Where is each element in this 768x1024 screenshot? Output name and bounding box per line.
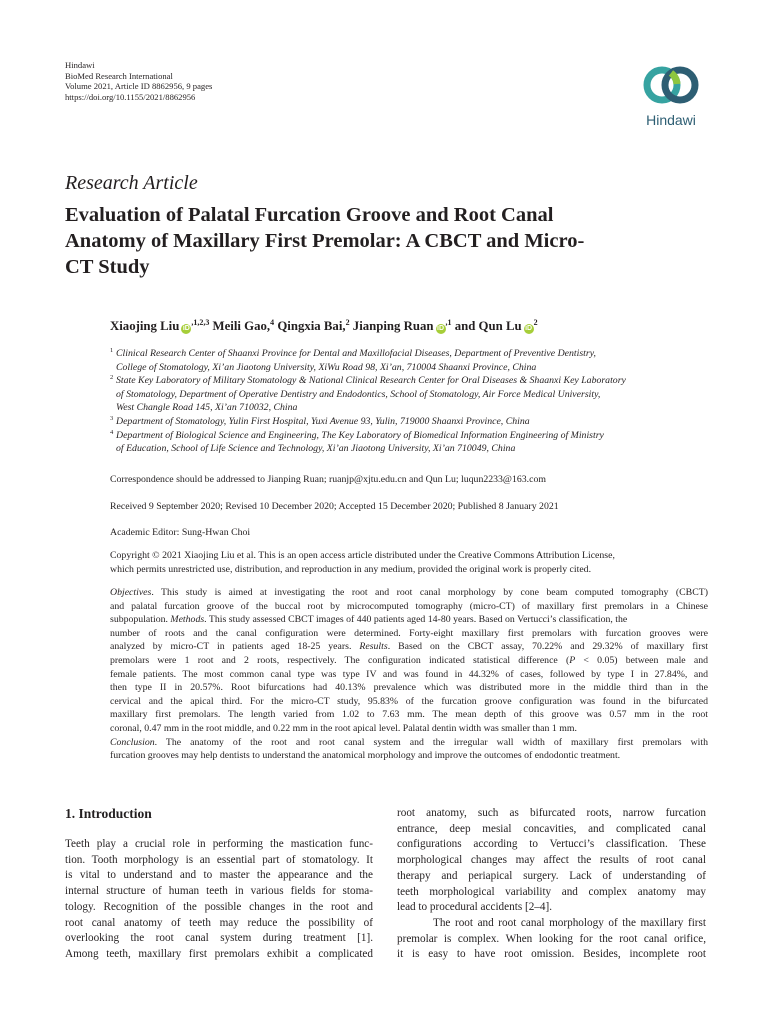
- hindawi-logo: [636, 60, 706, 136]
- affiliation-text: Department of Stomatology, Yulin First Hospital, Yuxi Avenue 93, Yulin, 719000 Shaanxi Province, China: [116, 415, 530, 427]
- affiliation-marker: 1: [110, 347, 114, 354]
- abstract-line: [110, 749, 708, 763]
- affiliation-line: [110, 361, 710, 375]
- author-name: Xiaojing Liu: [110, 319, 180, 333]
- abstract-line: [110, 627, 708, 641]
- affiliation-text: Department of Biological Science and Engineering, The Key Laboratory of Biomedical Information Engineering of Ministry: [116, 429, 604, 441]
- abstract-line: [110, 613, 708, 627]
- author-affiliation-marker: 2: [533, 318, 538, 327]
- abstract-emphasis: Methods: [170, 614, 205, 626]
- hindawi-logo-icon: [636, 60, 706, 112]
- author-affiliation-marker: 2: [345, 318, 350, 327]
- abstract-line: [110, 736, 708, 750]
- abstract-line: [110, 708, 708, 722]
- affiliation-marker: 4: [110, 428, 114, 436]
- volume-info: Volume 2021, Article ID 8862956, 9 pages: [65, 81, 213, 92]
- orcid-icon[interactable]: iD: [437, 325, 445, 332]
- author-affiliation-marker: ,1,2,3: [191, 318, 210, 327]
- author-affiliation-marker: ,1: [445, 318, 452, 327]
- body-text-line: morphological changes may affect the results of root canal: [397, 854, 706, 867]
- affiliation-line: [110, 347, 710, 361]
- doi-link[interactable]: https://doi.org/10.1155/2021/8862956: [65, 91, 196, 102]
- abstract-line: [110, 668, 708, 682]
- section-heading: 1. Introduction: [65, 806, 152, 821]
- body-text-line: overlooking the root canal system during treatment [1].: [65, 932, 373, 945]
- abstract-text: furcation grooves may help dentists to understand the anatomical morphology and improve the outcomes of endodontic treatment.: [110, 750, 621, 762]
- affiliation-text: College of Stomatology, Xi’an Jiaotong University, XiWu Road 98, Xi’an, 710004 Shaanxi Province, China: [116, 361, 537, 373]
- correspondence: Correspondence should be addressed to Jianping Ruan; ruanjp@xjtu.edu.cn and Qun Lu; luqun2233@163.com: [110, 474, 546, 485]
- abstract-emphasis: P: [569, 654, 576, 666]
- author-affiliation-marker: 4: [270, 318, 275, 327]
- body-text-line: configurations according to Vertucci’s classification. These: [397, 838, 706, 851]
- body-text-line: tology. Recognition of the possible changes in the root and: [65, 900, 373, 913]
- abstract-text: maxillary first premolars. The length varied from 1.02 to 7.63 mm. The mean depth of this groove was 0.57 mm in the root: [110, 709, 708, 721]
- abstract-line: [110, 722, 708, 736]
- body-text-line: root canal anatomy of teeth may reduce the possibility of: [65, 916, 373, 929]
- abstract-line: [110, 586, 708, 600]
- author-name: Qingxia Bai,: [274, 319, 346, 333]
- body-text-line: The root and root canal morphology of the maxillary first: [433, 916, 706, 929]
- copyright-line: Copyright © 2021 Xiaojing Liu et al. This is an open access article distributed under the Creative Commons Attribution License,: [110, 550, 615, 561]
- author-list: [110, 318, 538, 334]
- abstract-text: subpopulation.: [110, 614, 171, 626]
- author-name: and Qun Lu: [451, 319, 522, 333]
- journal-name: BioMed Research International: [65, 70, 173, 81]
- affiliation-line: [110, 401, 710, 415]
- orcid-icon[interactable]: iD: [525, 325, 533, 332]
- abstract-emphasis: Objectives: [110, 587, 152, 598]
- abstract-text: . This study assessed CBCT images of 440 patients aged 14-80 years. Based on Vertucci’s classification, the: [204, 614, 628, 626]
- affiliation-marker: 2: [110, 374, 114, 382]
- body-text-line: teeth morphological variability and complex anatomy may: [397, 885, 706, 898]
- abstract-text: . This study is aimed at investigating the root and root canal morphology by cone beam computed tomography (CBCT): [151, 587, 708, 598]
- abstract-text: premolars were 1 root and 2 roots, respectively. The configuration indicated statistical difference (: [110, 654, 570, 666]
- author-name: Meili Gao,: [209, 319, 271, 333]
- affiliation-text: Clinical Research Center of Shaanxi Province for Dental and Maxillofacial Diseases, Department of Preventive Dentistry,: [116, 348, 596, 359]
- body-text-line: internal structure of human teeth in various fields for stoma-: [65, 885, 373, 898]
- body-text-line: therapy and periapical surgery. Lack of understanding of: [397, 869, 706, 882]
- body-text-line: Teeth play a crucial role in performing the mastication func-: [65, 838, 373, 850]
- title-line: CT Study: [65, 256, 150, 278]
- body-text-line: lead to procedural accidents [2–4].: [397, 901, 553, 914]
- abstract-line: [110, 695, 708, 709]
- abstract-text: . The anatomy of the root and root canal system and the irregular wall width of maxillary first premolars with: [154, 736, 708, 748]
- copyright-line: which permits unrestricted use, distribution, and reproduction in any medium, provided the original work is properly cited.: [110, 563, 592, 575]
- abstract-line: [110, 640, 708, 654]
- academic-editor: Academic Editor: Sung-Hwan Choi: [110, 527, 251, 538]
- abstract-text: number of roots and the canal configuration were determined. Forty-eight maxillary first premolars with furcation grooves were: [110, 627, 708, 639]
- affiliation-line: [110, 415, 710, 429]
- abstract-line: [110, 600, 708, 614]
- abstract-text: then type II in 20.57%. Root bifurcations had 40.13% prevalence which was distributed more in the middle third than in the: [110, 682, 708, 694]
- affiliations: [110, 347, 710, 456]
- title-line: Anatomy of Maxillary First Premolar: A CBCT and Micro-: [65, 230, 585, 252]
- affiliation-line: [110, 429, 710, 443]
- publisher-name: Hindawi: [65, 60, 95, 70]
- affiliation-text: of Education, School of Life Science and Technology, Xi’an Jiaotong University, Xi’an 710049, China: [116, 443, 516, 455]
- orcid-icon[interactable]: iD: [182, 325, 190, 332]
- abstract-text: analyzed by micro-CT in patients aged 18-25 years.: [110, 641, 360, 653]
- affiliation-line: [110, 374, 710, 388]
- article-type: Research Article: [65, 172, 198, 194]
- article-meta: [65, 60, 212, 102]
- abstract-text: < 0.05) between male and: [575, 654, 708, 666]
- affiliation-marker: 3: [110, 414, 114, 422]
- abstract-emphasis: Conclusion: [110, 736, 155, 748]
- body-text-line: entrance, deep mesial concavities, and complicated canal: [397, 822, 706, 835]
- affiliation-text: West Changle Road 145, Xi’an 710032, China: [116, 402, 298, 414]
- affiliation-line: [110, 388, 710, 402]
- abstract-line: [110, 681, 708, 695]
- body-text-line: premolar is complex. When looking for the root canal orifice,: [397, 932, 706, 945]
- abstract-text: female patients. The most common canal type was type IV and was found in 44.32% of cases, followed by type I in 27.84%, and: [110, 668, 708, 680]
- abstract-text: cervical and the apical third. For the micro-CT study, 95.83% of the furcation groove configuration was found in the bifurcated: [110, 695, 708, 707]
- body-text-line: Among teeth, maxillary first premolars exhibit a complicated: [65, 947, 373, 960]
- hindawi-logo-text: Hindawi: [646, 112, 696, 128]
- abstract-line: [110, 654, 708, 668]
- abstract-emphasis: Results: [359, 641, 388, 653]
- abstract: [110, 586, 708, 763]
- copyright-notice: [110, 549, 710, 576]
- publication-dates: Received 9 September 2020; Revised 10 December 2020; Accepted 15 December 2020; Published 8 January 2021: [110, 501, 559, 512]
- author-name: Jianping Ruan: [349, 319, 434, 333]
- body-column-right: [397, 806, 706, 963]
- affiliation-text: of Stomatology, Department of Operative Dentistry and Endodontics, School of Stomatology, Air Force Medical University,: [116, 388, 601, 400]
- abstract-text: . Based on the CBCT assay, 70.22% and 29.32% of maxillary first: [387, 641, 708, 653]
- abstract-text: coronal, 0.47 mm in the root middle, and 0.22 mm in the root apical level. Palatal dentin width was smaller than 1 mm.: [110, 722, 577, 734]
- affiliation-line: [110, 442, 710, 456]
- body-column-left: [65, 837, 373, 963]
- body-text-line: is vital to understand and to master the appearance and the: [65, 869, 373, 882]
- body-text-line: root anatomy, such as bifurcated roots, narrow furcation: [397, 807, 706, 819]
- affiliation-text: State Key Laboratory of Military Stomatology & National Clinical Research Center for Oral Diseases & Shaanxi Key Laboratory: [116, 375, 626, 387]
- abstract-text: and palatal furcation groove of the buccal root by microcomputed tomography (micro-CT) of maxillary first premolars in a Chinese: [110, 600, 708, 612]
- body-text-line: it is easy to have root omission. Besides, incomplete root: [397, 948, 706, 961]
- body-text-line: tion. Tooth morphology is an essential part of stomatology. It: [65, 853, 373, 866]
- title-line: Evaluation of Palatal Furcation Groove and Root Canal: [65, 204, 554, 226]
- paper-title: [65, 202, 665, 280]
